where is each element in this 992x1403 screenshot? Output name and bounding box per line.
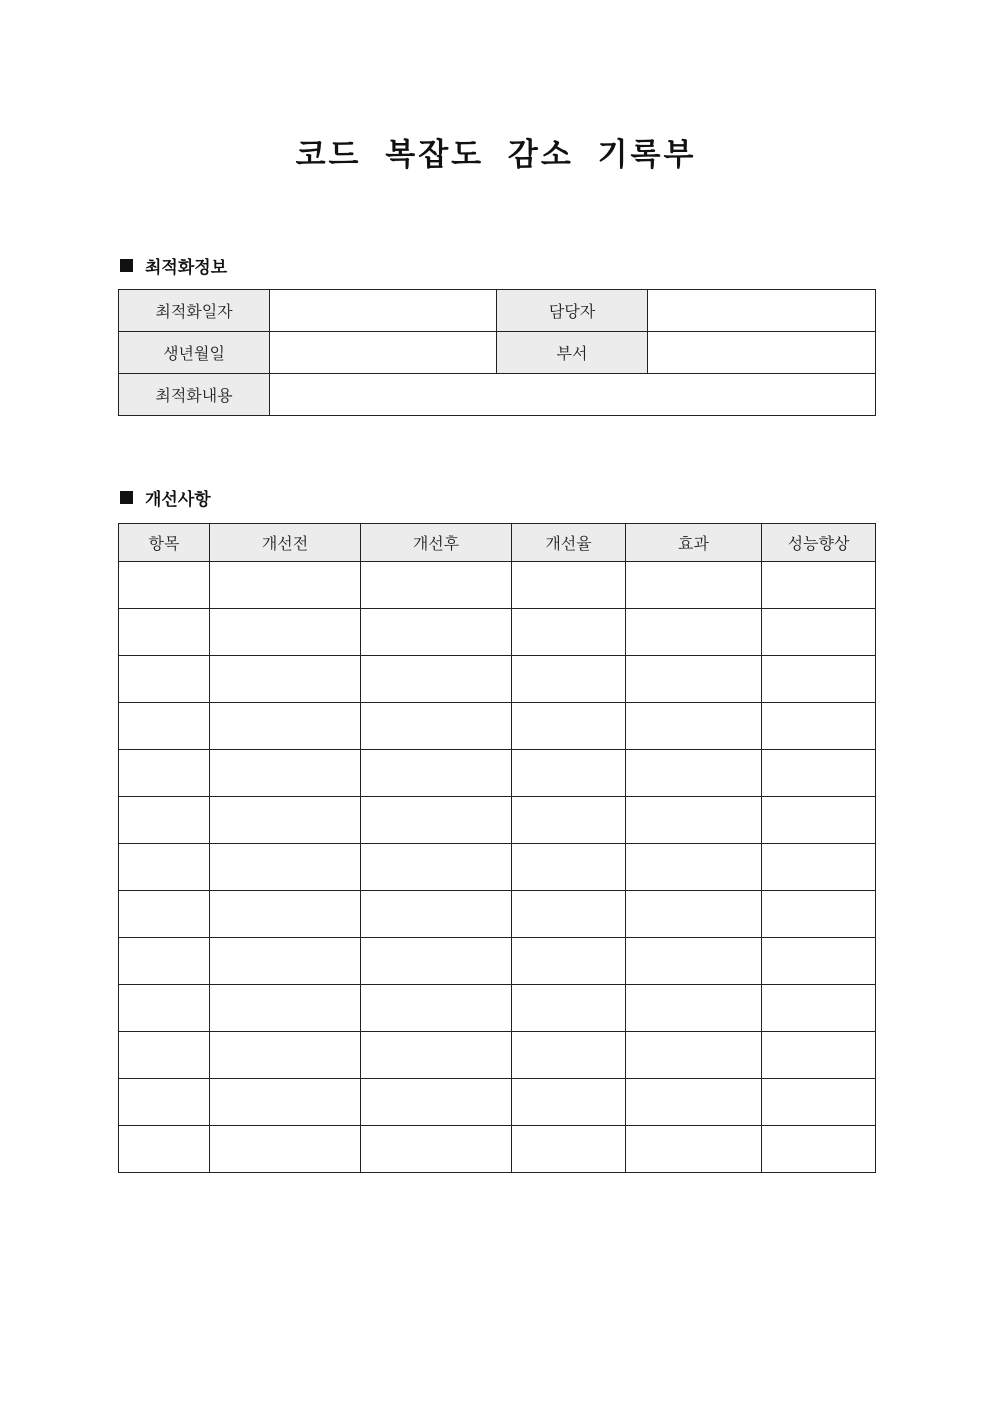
table-cell[interactable] <box>361 891 512 938</box>
optimization-info-table <box>118 289 876 416</box>
table-cell[interactable] <box>119 1126 210 1173</box>
table-cell[interactable] <box>119 1079 210 1126</box>
black-square-icon <box>120 491 133 504</box>
table-cell[interactable] <box>512 938 626 985</box>
table-cell[interactable] <box>361 985 512 1032</box>
table-cell[interactable] <box>626 1032 762 1079</box>
table-cell[interactable] <box>512 703 626 750</box>
birthdate-field[interactable] <box>270 332 497 374</box>
table-row <box>119 750 876 797</box>
table-cell[interactable] <box>762 1079 876 1126</box>
table-cell[interactable] <box>512 1032 626 1079</box>
table-cell[interactable] <box>626 1079 762 1126</box>
table-cell[interactable] <box>626 1126 762 1173</box>
table-cell[interactable] <box>361 1079 512 1126</box>
table-cell[interactable] <box>361 562 512 609</box>
table-cell[interactable] <box>762 1126 876 1173</box>
table-cell[interactable] <box>512 750 626 797</box>
table-row <box>119 609 876 656</box>
table-row <box>119 562 876 609</box>
table-cell[interactable] <box>762 938 876 985</box>
table-cell[interactable] <box>361 750 512 797</box>
table-cell[interactable] <box>626 844 762 891</box>
table-cell[interactable] <box>119 703 210 750</box>
table-cell[interactable] <box>762 1032 876 1079</box>
table-cell[interactable] <box>119 609 210 656</box>
department-label: 부서 <box>497 332 648 374</box>
table-cell[interactable] <box>210 1079 361 1126</box>
manager-field[interactable] <box>648 290 876 332</box>
table-cell[interactable] <box>119 1032 210 1079</box>
table-cell[interactable] <box>361 938 512 985</box>
table-cell[interactable] <box>512 985 626 1032</box>
table-cell[interactable] <box>626 985 762 1032</box>
table-cell[interactable] <box>210 891 361 938</box>
table-cell[interactable] <box>361 1126 512 1173</box>
table-cell[interactable] <box>626 703 762 750</box>
table-cell[interactable] <box>361 797 512 844</box>
table-cell[interactable] <box>119 938 210 985</box>
table-cell[interactable] <box>361 703 512 750</box>
date-label: 최적화일자 <box>119 290 270 332</box>
table-cell[interactable] <box>512 1126 626 1173</box>
black-square-icon <box>120 259 133 272</box>
table-cell[interactable] <box>762 797 876 844</box>
table-row <box>119 1126 876 1173</box>
table-cell[interactable] <box>119 844 210 891</box>
table-cell[interactable] <box>626 938 762 985</box>
department-field[interactable] <box>648 332 876 374</box>
table-cell[interactable] <box>512 1079 626 1126</box>
improvement-table <box>118 523 876 1173</box>
info-section-heading <box>120 252 227 278</box>
table-cell[interactable] <box>762 750 876 797</box>
column-header-rate: 개선율 <box>512 524 626 562</box>
document-title: 코드 복잡도 감소 기록부 <box>295 137 697 173</box>
table-cell[interactable] <box>119 750 210 797</box>
content-label: 최적화내용 <box>119 374 270 416</box>
table-cell[interactable] <box>626 609 762 656</box>
improvement-header-row <box>119 524 876 562</box>
table-cell[interactable] <box>762 891 876 938</box>
table-cell[interactable] <box>512 562 626 609</box>
table-cell[interactable] <box>210 1126 361 1173</box>
improve-section-heading <box>120 484 211 510</box>
table-row <box>119 656 876 703</box>
table-row <box>119 1079 876 1126</box>
table-cell[interactable] <box>512 797 626 844</box>
table-row <box>119 938 876 985</box>
column-header-performance: 성능향상 <box>762 524 876 562</box>
table-cell[interactable] <box>512 891 626 938</box>
table-row <box>119 797 876 844</box>
info-row-content <box>119 374 876 416</box>
table-cell[interactable] <box>626 750 762 797</box>
table-cell[interactable] <box>210 562 361 609</box>
table-cell[interactable] <box>762 985 876 1032</box>
table-cell[interactable] <box>210 703 361 750</box>
table-cell[interactable] <box>512 609 626 656</box>
table-cell[interactable] <box>119 562 210 609</box>
table-cell[interactable] <box>361 656 512 703</box>
table-cell[interactable] <box>210 938 361 985</box>
table-cell[interactable] <box>626 797 762 844</box>
table-cell[interactable] <box>210 609 361 656</box>
table-cell[interactable] <box>626 562 762 609</box>
table-cell[interactable] <box>119 797 210 844</box>
column-header-effect: 효과 <box>626 524 762 562</box>
manager-label: 담당자 <box>497 290 648 332</box>
improvement-table-body <box>119 562 876 1173</box>
info-section-title: 최적화정보 <box>145 257 228 278</box>
table-cell[interactable] <box>210 1032 361 1079</box>
table-cell[interactable] <box>762 562 876 609</box>
table-cell[interactable] <box>210 656 361 703</box>
table-cell[interactable] <box>762 844 876 891</box>
info-row-date <box>119 290 876 332</box>
table-cell[interactable] <box>762 656 876 703</box>
table-cell[interactable] <box>119 656 210 703</box>
table-cell[interactable] <box>210 750 361 797</box>
table-cell[interactable] <box>762 609 876 656</box>
table-row <box>119 703 876 750</box>
birthdate-label: 생년월일 <box>119 332 270 374</box>
info-row-birthdate <box>119 332 876 374</box>
table-row <box>119 985 876 1032</box>
table-row <box>119 844 876 891</box>
column-header-item: 항목 <box>119 524 210 562</box>
table-cell[interactable] <box>361 844 512 891</box>
table-cell[interactable] <box>762 703 876 750</box>
improve-section-title: 개선사항 <box>145 489 211 510</box>
table-cell[interactable] <box>361 609 512 656</box>
table-cell[interactable] <box>626 656 762 703</box>
table-cell[interactable] <box>626 891 762 938</box>
table-cell[interactable] <box>210 844 361 891</box>
table-row <box>119 1032 876 1079</box>
table-cell[interactable] <box>512 656 626 703</box>
table-cell[interactable] <box>119 985 210 1032</box>
table-row <box>119 891 876 938</box>
column-header-after: 개선후 <box>361 524 512 562</box>
table-cell[interactable] <box>210 797 361 844</box>
content-field[interactable] <box>270 374 876 416</box>
table-cell[interactable] <box>210 985 361 1032</box>
table-cell[interactable] <box>512 844 626 891</box>
column-header-before: 개선전 <box>210 524 361 562</box>
date-field[interactable] <box>270 290 497 332</box>
table-cell[interactable] <box>361 1032 512 1079</box>
table-cell[interactable] <box>119 891 210 938</box>
